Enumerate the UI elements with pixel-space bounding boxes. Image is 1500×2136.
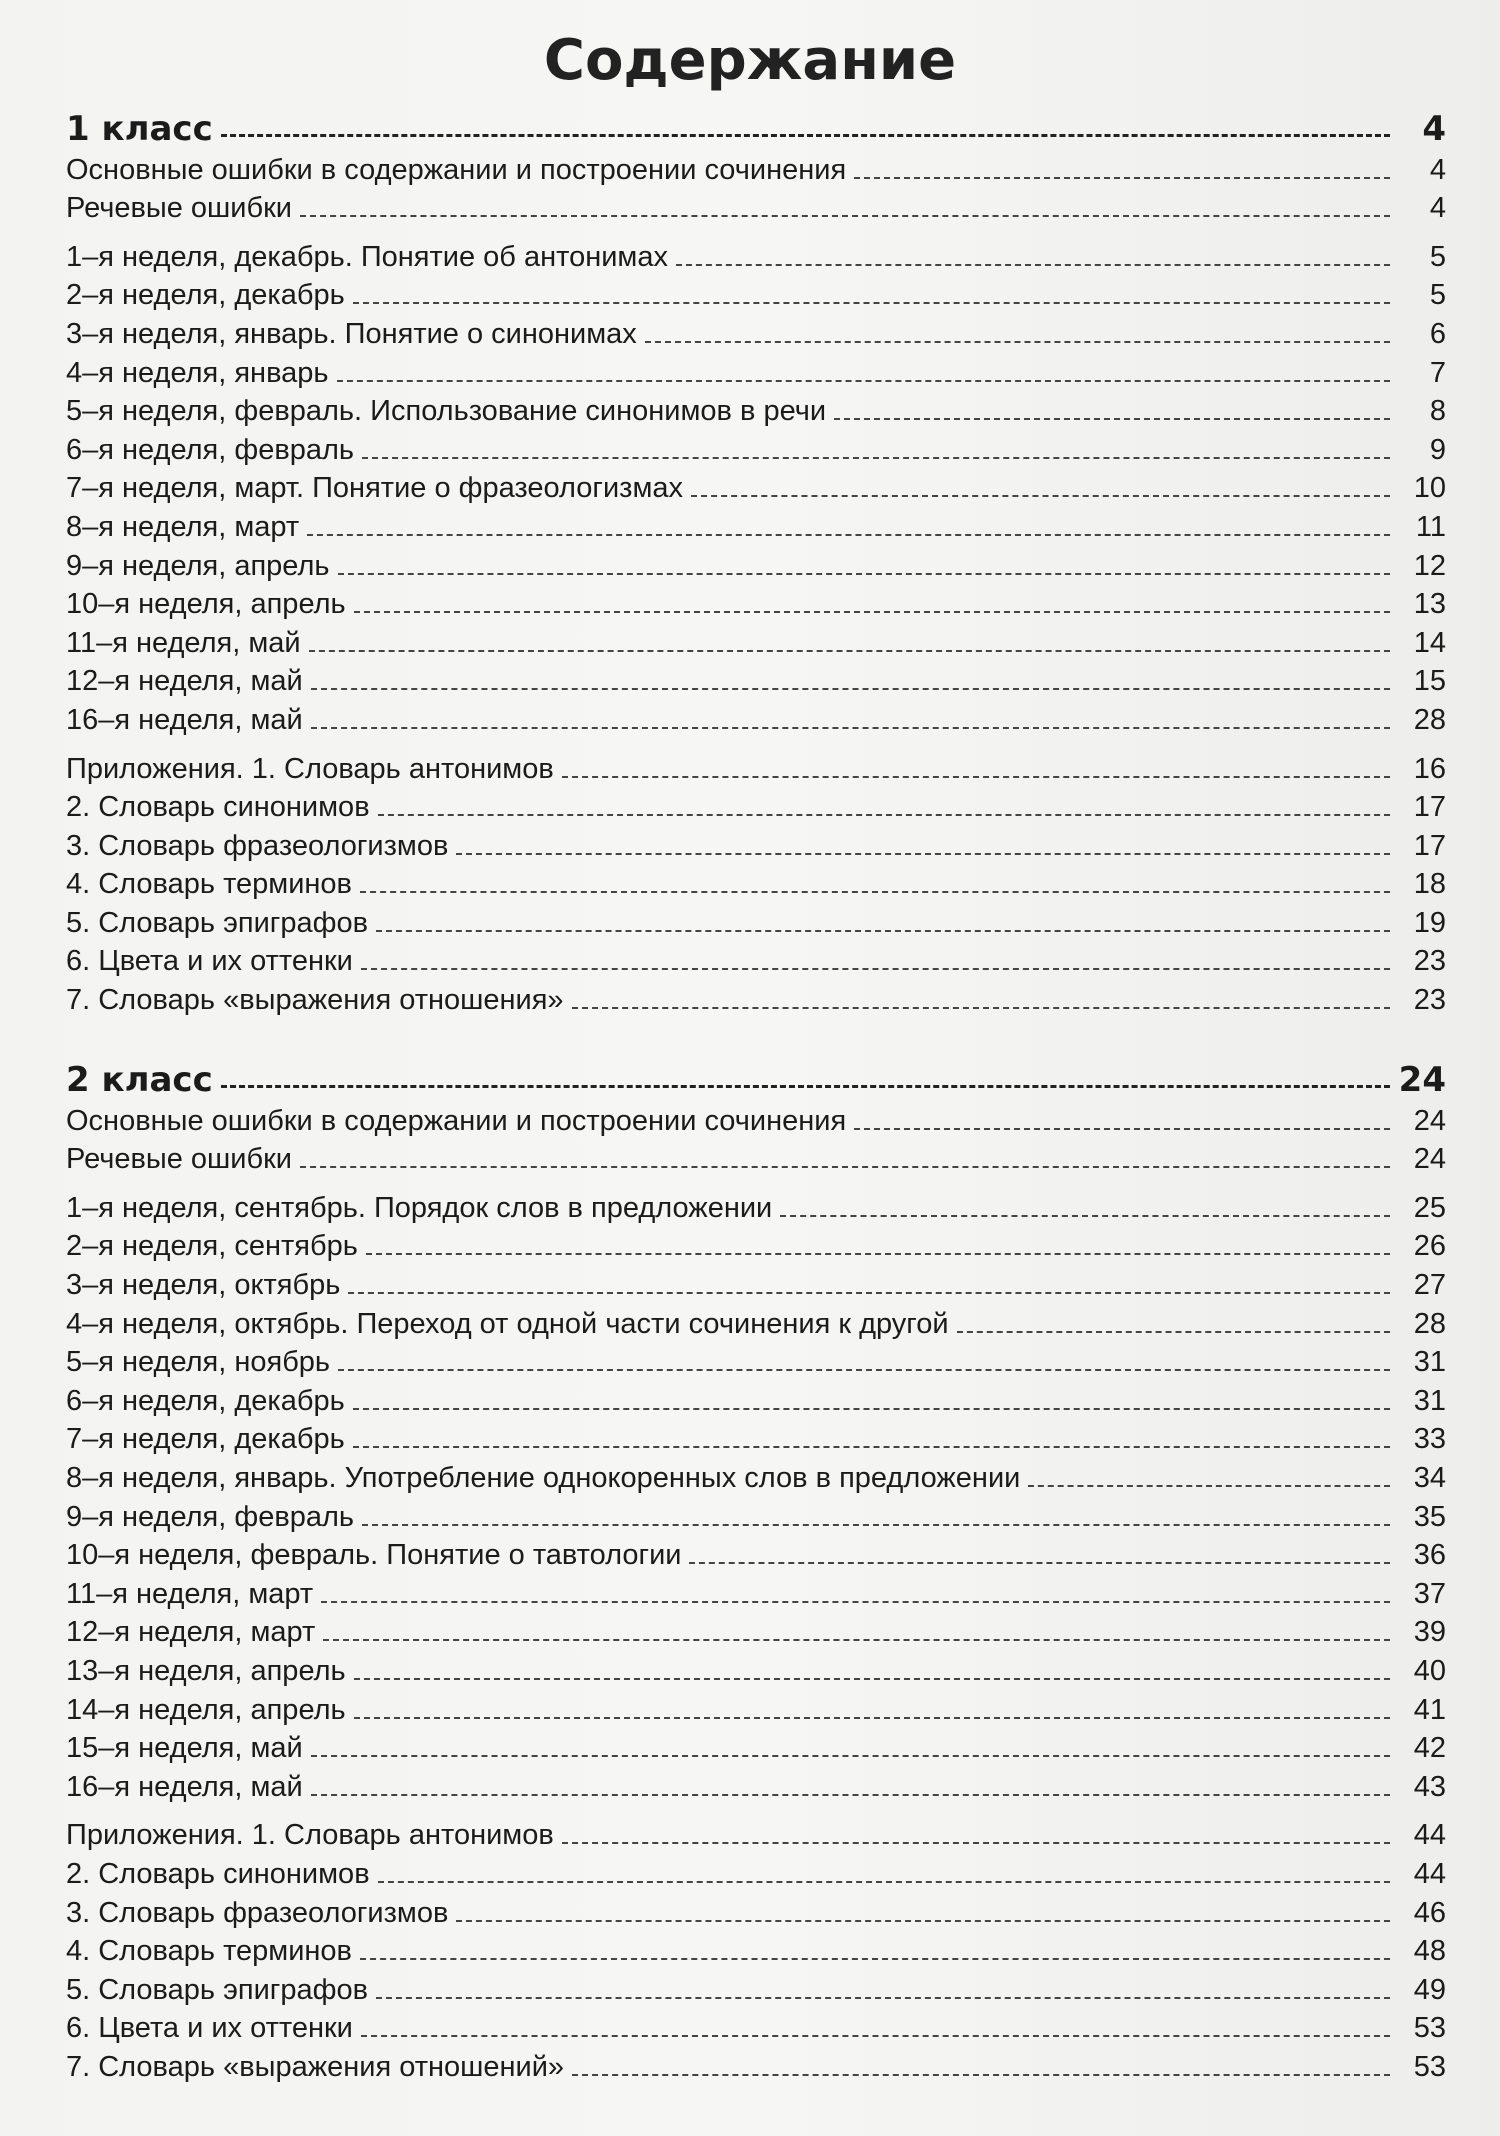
dot-leader (300, 215, 1390, 217)
dot-leader (221, 1085, 1390, 1088)
section-spacer (66, 1015, 1446, 1049)
dot-leader (572, 2074, 1390, 2076)
toc-entry-page: 13 (1413, 588, 1446, 621)
toc-entry[interactable] (66, 1532, 1446, 1571)
toc-entry-label: 16–я неделя, май (66, 1770, 303, 1803)
toc-entry-label: 14–я неделя, апрель (66, 1693, 346, 1726)
toc-entry-page: 35 (1413, 1500, 1446, 1533)
dot-leader (562, 776, 1390, 778)
toc-entry-page: 4 (1429, 192, 1446, 225)
dot-leader (676, 264, 1390, 266)
toc-entry[interactable] (66, 388, 1446, 427)
dot-leader (957, 1331, 1390, 1333)
toc-entry-label: 3. Словарь фразеологизмов (66, 829, 449, 862)
toc-entry-page: 31 (1413, 1384, 1446, 1417)
dot-leader (362, 1524, 1390, 1526)
toc-entry-page: 49 (1413, 1973, 1446, 2006)
toc-entry-page: 41 (1413, 1693, 1446, 1726)
dot-leader (321, 1601, 1390, 1603)
toc-entry-page: 23 (1413, 984, 1446, 1017)
toc-entry[interactable] (66, 1812, 1446, 1851)
toc-entry[interactable] (66, 1889, 1446, 1928)
table-of-contents (66, 98, 1446, 2082)
toc-entry[interactable] (66, 1966, 1446, 2005)
toc-entry-label: 13–я неделя, апрель (66, 1654, 346, 1687)
toc-entry-page: 40 (1413, 1654, 1446, 1687)
toc-entry[interactable] (66, 1261, 1446, 1300)
toc-entry[interactable] (66, 310, 1446, 349)
toc-entry-page: 25 (1413, 1191, 1446, 1224)
toc-entry-label: 2–я неделя, сентябрь (66, 1230, 358, 1263)
toc-entry-page: 34 (1413, 1462, 1446, 1494)
dot-leader (348, 1292, 1390, 1294)
dot-leader (307, 534, 1390, 536)
toc-entry-page: 24 (1413, 1143, 1446, 1176)
dot-leader (311, 1755, 1390, 1757)
toc-entry-page: 24 (1413, 1104, 1446, 1137)
toc-entry[interactable] (66, 1928, 1446, 1967)
dot-leader (360, 891, 1390, 893)
toc-entry-label: 5–я неделя, ноябрь (66, 1346, 331, 1379)
dot-leader (562, 1842, 1390, 1844)
toc-entry[interactable] (66, 696, 1446, 735)
toc-entry-label: 6. Цвета и их оттенки (66, 2012, 353, 2045)
dot-leader (689, 1562, 1390, 1564)
toc-entry-label: 5. Словарь эпиграфов (66, 1973, 368, 2006)
toc-entry-label: Основные ошибки в содержании и построении сочинения (66, 1104, 847, 1137)
toc-entry-label: 11–я неделя, март (66, 1577, 314, 1610)
dot-leader (311, 688, 1390, 690)
dot-leader (353, 1408, 1390, 1410)
toc-entry-label: 10–я неделя, февраль. Понятие о тавтологии (66, 1539, 682, 1572)
toc-entry-page: 5 (1429, 240, 1446, 273)
dot-leader (456, 853, 1390, 855)
toc-entry-label: 6–я неделя, февраль (66, 433, 355, 466)
dot-leader (1028, 1485, 1390, 1487)
toc-entry-label: 7–я неделя, декабрь (66, 1423, 345, 1456)
toc-entry-page: 17 (1413, 791, 1446, 824)
dot-leader (362, 457, 1390, 459)
dot-leader (361, 2035, 1390, 2037)
toc-entry[interactable] (66, 745, 1446, 784)
toc-entry[interactable] (66, 822, 1446, 861)
toc-entry[interactable] (66, 349, 1446, 388)
dot-leader (337, 380, 1390, 382)
toc-entry[interactable] (66, 233, 1446, 272)
toc-entry[interactable] (66, 976, 1446, 1015)
toc-entry-label: 9–я неделя, февраль (66, 1500, 355, 1533)
toc-entry[interactable] (66, 619, 1446, 658)
dot-leader (378, 1881, 1390, 1883)
section-heading-label: 1 класс (66, 109, 213, 149)
toc-entry-label: 8–я неделя, март (66, 510, 300, 543)
toc-entry-label: 1–я неделя, декабрь. Понятие об антонимах (66, 240, 668, 273)
toc-entry-page: 12 (1413, 549, 1446, 582)
dot-leader (360, 1958, 1390, 1960)
toc-entry[interactable] (66, 2005, 1446, 2044)
toc-entry-label: 6. Цвета и их оттенки (66, 945, 353, 978)
toc-entry[interactable] (66, 1609, 1446, 1648)
dot-leader (300, 1166, 1390, 1168)
toc-entry-label: 7. Словарь «выражения отношения» (66, 984, 564, 1017)
section-heading-page: 24 (1398, 1060, 1446, 1101)
toc-entry[interactable] (66, 1763, 1446, 1802)
dot-leader (221, 134, 1390, 137)
toc-entry-label: Приложения. 1. Словарь антонимов (66, 752, 554, 785)
section-heading[interactable] (66, 98, 1446, 149)
toc-entry-page: 37 (1413, 1577, 1446, 1610)
toc-entry-page: 16 (1413, 752, 1446, 785)
toc-entry-label: 8–я неделя, январь. Употребление однокоренных слов в предложении (66, 1462, 1021, 1494)
toc-entry-label: 6–я неделя, декабрь (66, 1384, 345, 1417)
toc-entry[interactable] (66, 2043, 1446, 2082)
toc-entry-page: 11 (1415, 510, 1446, 543)
dot-leader (323, 1639, 1390, 1641)
toc-entry-page: 8 (1429, 395, 1446, 428)
toc-entry-page: 15 (1413, 665, 1446, 698)
dot-leader (456, 1920, 1390, 1922)
toc-entry-page: 17 (1413, 829, 1446, 862)
section-heading-page: 4 (1422, 109, 1446, 149)
toc-entry-page: 26 (1413, 1230, 1446, 1263)
toc-entry-page: 53 (1413, 2012, 1446, 2045)
toc-entry-page: 19 (1413, 906, 1446, 939)
toc-entry-label: 9–я неделя, апрель (66, 549, 330, 582)
toc-entry-page: 4 (1429, 153, 1446, 186)
dot-leader (854, 1128, 1390, 1130)
toc-entry[interactable] (66, 1493, 1446, 1532)
dot-leader (309, 650, 1390, 652)
toc-entry-page: 44 (1413, 1857, 1446, 1890)
toc-entry-page: 48 (1413, 1935, 1446, 1968)
toc-entry[interactable] (66, 1850, 1446, 1889)
toc-entry[interactable] (66, 1570, 1446, 1609)
toc-entry[interactable] (66, 1416, 1446, 1455)
section-heading[interactable] (66, 1049, 1446, 1101)
dot-leader (376, 1997, 1390, 1999)
toc-entry[interactable] (66, 861, 1446, 900)
toc-entry-label: 3–я неделя, октябрь (66, 1269, 341, 1302)
toc-entry-page: 7 (1429, 356, 1446, 389)
toc-entry-label: 7–я неделя, март. Понятие о фразеологизмах (66, 472, 684, 505)
toc-entry-page: 10 (1413, 472, 1446, 505)
toc-entry-page: 53 (1413, 2050, 1446, 2083)
toc-entry-page: 36 (1413, 1539, 1446, 1572)
toc-entry-label: 4. Словарь терминов (66, 868, 352, 901)
toc-entry[interactable] (66, 938, 1446, 977)
toc-entry[interactable] (66, 146, 1446, 185)
toc-entry[interactable] (66, 581, 1446, 620)
toc-entry-page: 9 (1429, 433, 1446, 466)
toc-entry[interactable] (66, 1686, 1446, 1725)
toc-entry-label: 11–я неделя, май (66, 626, 301, 659)
toc-entry-label: Приложения. 1. Словарь антонимов (66, 1819, 554, 1852)
toc-entry[interactable] (66, 272, 1446, 311)
toc-entry[interactable] (66, 185, 1446, 224)
toc-entry[interactable] (66, 503, 1446, 542)
dot-leader (354, 1678, 1390, 1680)
toc-entry-label: Основные ошибки в содержании и построении сочинения (66, 153, 847, 186)
toc-entry-page: 33 (1413, 1423, 1446, 1456)
toc-entry-page: 39 (1413, 1616, 1446, 1649)
toc-entry-page: 31 (1413, 1346, 1446, 1379)
toc-entry-label: Речевые ошибки (66, 1143, 292, 1176)
dot-leader (780, 1215, 1390, 1217)
toc-entry-label: 4–я неделя, октябрь. Переход от одной части сочинения к другой (66, 1307, 949, 1340)
toc-entry-label: 12–я неделя, март (66, 1616, 316, 1649)
toc-entry[interactable] (66, 1300, 1446, 1339)
toc-entry-page: 42 (1413, 1732, 1446, 1765)
toc-entry-label: 7. Словарь «выражения отношений» (66, 2050, 565, 2083)
toc-entry[interactable] (66, 1223, 1446, 1262)
toc-entry-label: 16–я неделя, май (66, 703, 303, 736)
toc-entry-label: Речевые ошибки (66, 192, 292, 225)
toc-entry-label: 12–я неделя, май (66, 665, 303, 698)
toc-entry[interactable] (66, 784, 1446, 823)
dot-leader (834, 418, 1390, 420)
toc-entry[interactable] (66, 1136, 1446, 1175)
toc-entry-label: 2–я неделя, декабрь (66, 279, 345, 312)
dot-leader (361, 968, 1390, 970)
toc-entry-page: 14 (1413, 626, 1446, 659)
toc-entry-label: 15–я неделя, май (66, 1732, 303, 1765)
toc-entry-page: 43 (1413, 1770, 1446, 1803)
dot-leader (854, 177, 1390, 179)
toc-entry-page: 46 (1413, 1896, 1446, 1929)
dot-leader (645, 341, 1390, 343)
dot-leader (311, 727, 1390, 729)
page-title: Содержание (543, 28, 957, 93)
dot-leader (354, 611, 1390, 613)
toc-entry-label: 10–я неделя, апрель (66, 588, 346, 621)
dot-leader (338, 1369, 1390, 1371)
toc-entry[interactable] (66, 542, 1446, 581)
toc-entry[interactable] (66, 1097, 1446, 1136)
toc-entry[interactable] (66, 658, 1446, 697)
toc-entry[interactable] (66, 899, 1446, 938)
toc-entry[interactable] (66, 1454, 1446, 1493)
toc-entry[interactable] (66, 1339, 1446, 1378)
toc-entry-label: 1–я неделя, сентябрь. Порядок слов в предложении (66, 1191, 773, 1224)
toc-entry-label: 4–я неделя, январь (66, 356, 329, 389)
toc-entry-label: 3–я неделя, январь. Понятие о синонимах (66, 317, 637, 350)
toc-entry-page: 28 (1413, 703, 1446, 736)
toc-entry[interactable] (66, 1725, 1446, 1764)
section-heading-label: 2 класс (66, 1060, 213, 1101)
toc-entry[interactable] (66, 1377, 1446, 1416)
dot-leader (572, 1007, 1390, 1009)
toc-entry-page: 27 (1413, 1269, 1446, 1302)
dot-leader (353, 302, 1390, 304)
dot-leader (353, 1446, 1390, 1448)
toc-entry-label: 4. Словарь терминов (66, 1935, 352, 1968)
toc-entry-page: 6 (1429, 317, 1446, 350)
dot-leader (378, 814, 1390, 816)
toc-entry-page: 28 (1413, 1307, 1446, 1340)
toc-entry[interactable] (66, 1184, 1446, 1223)
dot-leader (338, 573, 1390, 575)
toc-entry-page: 44 (1413, 1819, 1446, 1852)
dot-leader (691, 495, 1390, 497)
toc-entry[interactable] (66, 1647, 1446, 1686)
toc-entry[interactable] (66, 465, 1446, 504)
toc-entry-page: 5 (1429, 279, 1446, 312)
toc-entry-label: 2. Словарь синонимов (66, 791, 370, 824)
toc-entry-label: 5–я неделя, февраль. Использование синонимов в речи (66, 395, 827, 428)
toc-entry-label: 5. Словарь эпиграфов (66, 906, 368, 939)
dot-leader (366, 1253, 1390, 1255)
dot-leader (376, 930, 1390, 932)
toc-entry-page: 23 (1413, 945, 1446, 978)
toc-entry-page: 18 (1413, 868, 1446, 901)
toc-entry-label: 2. Словарь синонимов (66, 1857, 370, 1890)
toc-entry-label: 3. Словарь фразеологизмов (66, 1896, 449, 1929)
dot-leader (311, 1794, 1390, 1796)
toc-entry[interactable] (66, 426, 1446, 465)
dot-leader (354, 1717, 1390, 1719)
